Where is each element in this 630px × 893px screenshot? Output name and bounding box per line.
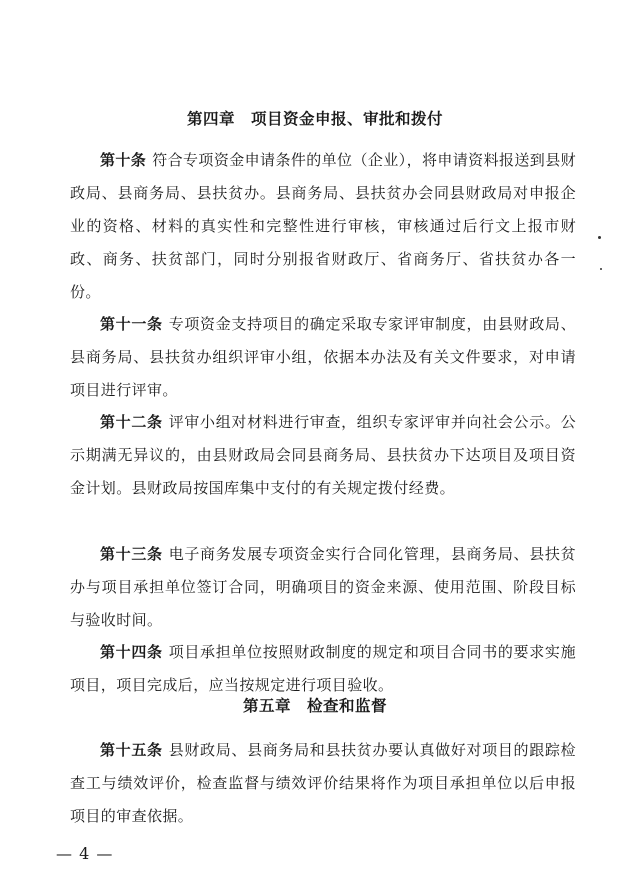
article-14 <box>70 636 576 702</box>
article-10 <box>70 144 576 309</box>
article-number: 第十二条 <box>100 413 163 431</box>
article-text: 项目承担单位按照财政制度的规定和项目合同书的要求实施项目，项目完成后，应当按规定进行项目验收。 <box>70 643 576 694</box>
scan-speck <box>600 268 602 270</box>
article-text: 县财政局、县商务局和县扶贫办要认真做好对项目的跟踪检查工与绩效评价，检查监督与绩效评价结果将作为项目承担单位以后申报项目的审查依据。 <box>70 741 576 825</box>
page-number: — 4 — <box>56 844 114 863</box>
article-11 <box>70 308 576 407</box>
chapter-5-title: 第五章 检查和监督 <box>242 697 387 715</box>
chapter-4-title: 第四章 项目资金申报、审批和拨付 <box>186 110 443 128</box>
scan-speck <box>598 236 601 239</box>
article-text: 专项资金支持项目的确定采取专家评审制度，由县财政局、县商务局、县扶贫办组织评审小组，依据本办法及有关文件要求，对申请项目进行评审。 <box>70 315 576 399</box>
article-number: 第十五条 <box>100 741 163 759</box>
article-number: 第十四条 <box>100 643 163 661</box>
article-number: 第十三条 <box>100 545 163 563</box>
article-12 <box>70 406 576 505</box>
article-text: 符合专项资金申请条件的单位（企业），将申请资料报送到县财政局、县商务局、县扶贫办。县商务局、县扶贫办会同县财政局对申报企业的资格、材料的真实性和完整性进行审核，审核通过后行文上报市财政、商务、扶贫部门，同时分别报省财政厅、省商务厅、省扶贫办各一份。 <box>70 151 577 301</box>
article-15 <box>70 734 576 833</box>
article-13 <box>70 538 576 637</box>
article-text: 电子商务发展专项资金实行合同化管理，县商务局、县扶贫办与项目承担单位签订合同，明确项目的资金来源、使用范围、阶段目标与验收时间。 <box>70 545 576 629</box>
article-number: 第十条 <box>100 151 147 169</box>
article-text: 评审小组对材料进行审查，组织专家评审并向社会公示。公示期满无异议的，由县财政局会同县商务局、县扶贫办下达项目及项目资金计划。县财政局按国库集中支付的有关规定拨付经费。 <box>70 413 576 497</box>
article-number: 第十一条 <box>100 315 163 333</box>
